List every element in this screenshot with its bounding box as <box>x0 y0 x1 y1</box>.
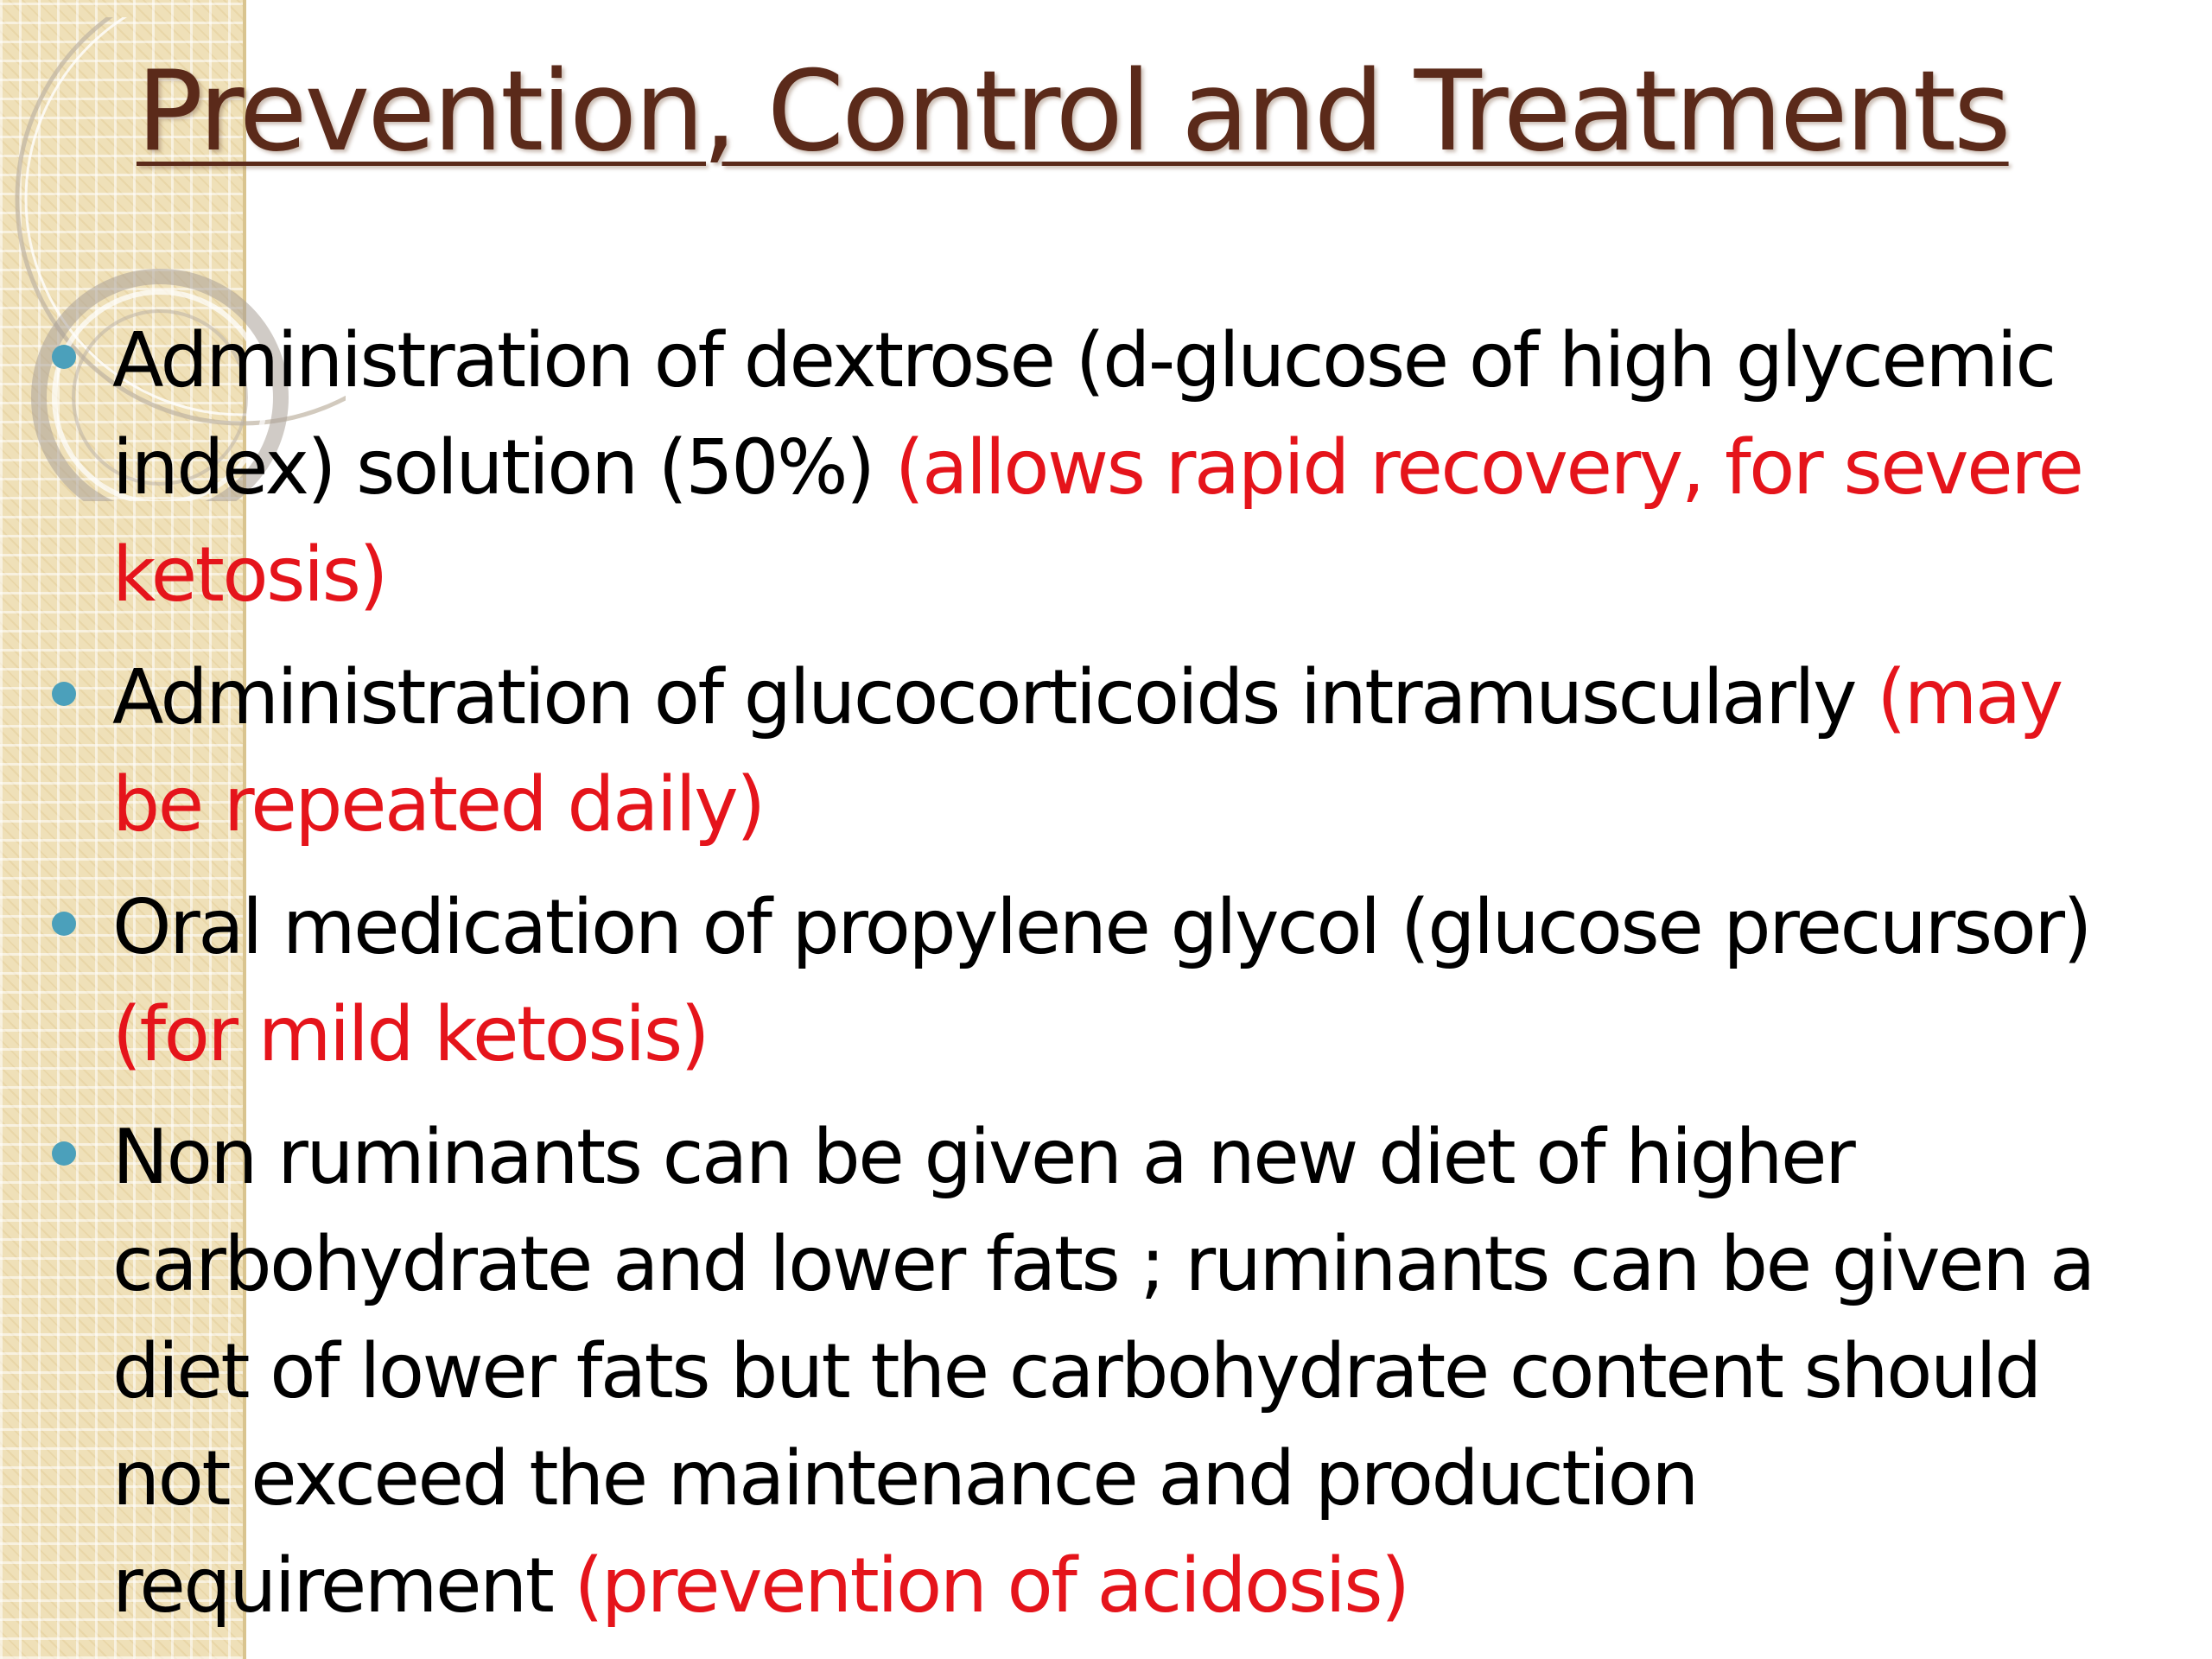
bullet-dot-icon <box>52 1141 76 1166</box>
bullet-note: (allows rapid recovery, for severe ketosis) <box>112 423 2082 619</box>
bullet-item-propylene-glycol <box>112 874 2134 1088</box>
bullet-item-diet <box>112 1103 2134 1639</box>
bullet-dot-icon <box>52 682 76 706</box>
bullet-note: (prevention of acidosis) <box>574 1541 1408 1630</box>
bullet-text: Administration of dextrose (d-glucose of high glycemic index) solution (50%) <box>112 316 2055 512</box>
bullet-dot-icon <box>52 912 76 936</box>
bullet-note: (may be repeated daily) <box>112 653 2062 849</box>
slide-title: Prevention, Control and Treatments <box>137 48 2009 176</box>
bullet-text: Administration of glucocorticoids intramuscularly <box>112 653 1878 741</box>
bullet-dot-icon <box>52 345 76 369</box>
bullet-item-glucocorticoids <box>112 644 2134 858</box>
bullet-note: (for mild ketosis) <box>112 990 709 1078</box>
bullet-text: Oral medication of propylene glycol (glucose precursor) <box>112 883 2090 971</box>
bullet-list <box>112 307 2134 1655</box>
bullet-text: Non ruminants can be given a new diet of higher carbohydrate and lower fats ; ruminants can be given a diet of lower fats but the carbohydrate content should not exceed the maintenance and production requirement <box>112 1113 2094 1630</box>
bullet-item-dextrose <box>112 307 2134 628</box>
